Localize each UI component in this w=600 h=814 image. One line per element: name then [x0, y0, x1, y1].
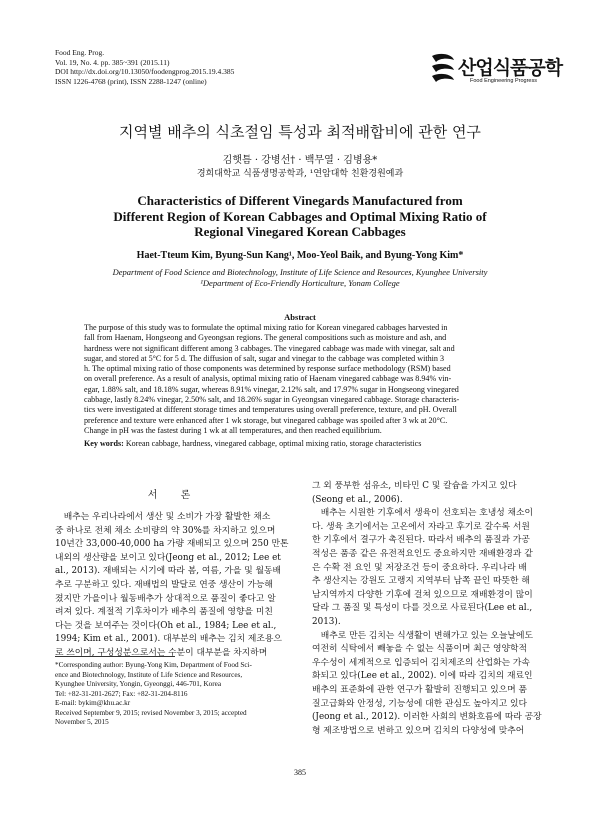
body-line: 여전히 식탁에서 빼놓을 수 없는 식품이며 최근 영양학적: [312, 644, 528, 655]
abstract-heading: Abstract: [284, 312, 316, 322]
body-line: 10년간 33,000-40,000 ha 가량 재배되고 있으며 250 만톤: [55, 539, 289, 550]
body-line: 추 생산지는 강원도 고랭지 지역부터 남쪽 끝인 따뜻한 해: [312, 576, 530, 587]
body-line: 한 기후에서 결구가 촉진된다. 따라서 배추의 품질과 가공: [312, 535, 530, 546]
section-heading: 서 론: [147, 490, 201, 501]
footnote-line: Tel: +82-31-201-2627; Fax: +82-31-204-8116: [55, 689, 188, 698]
english-title: [0, 193, 600, 240]
abstract-line: The purpose of this study was to formulate the optimal mixing ratio for Korean vinegared cabbages harvested in: [84, 323, 448, 332]
footnote-line: ence and Biotechnology, Institute of Life Science and Resources,: [55, 670, 243, 679]
body-line: 중 하나로 전체 채소 소비량의 약 30%를 차지하고 있으며: [55, 525, 276, 536]
journal-metadata: [55, 48, 234, 86]
english-title-line: Different Region of Korean Cabbages and Optimal Mixing Ratio of: [113, 208, 487, 224]
body-line: 우수성이 세계적으로 입증되어 김치제조의 산업화는 가속: [312, 657, 530, 668]
affiliation-line: Department of Food Science and Biotechnology, Institute of Life Science and Resources, Kyunghee University: [112, 267, 488, 277]
abstract-line: h. The optimal mixing ratio of those components was determined by response surface methodology (RSM) based: [84, 364, 451, 374]
journal-logo: [430, 52, 563, 92]
body-line: 배추는 우리나라에서 생산 및 소비가 가장 활발한 채소: [63, 512, 271, 522]
journal-volume: Vol. 19, No. 4. pp. 385~391 (2015.11): [55, 57, 170, 67]
english-title-line: Regional Vinegared Korean Cabbages: [194, 224, 406, 239]
body-line: 배추의 표준화에 관한 연구가 활발히 진행되고 있으며 품: [312, 684, 528, 695]
footnote-line: November 5, 2015: [55, 718, 109, 726]
korean-affiliation: 경희대학교 식품생명공학과, ¹연암대학 친환경원예과: [196, 169, 404, 179]
english-authors: Haet-Tteum Kim, Byung-Sun Kang¹, Moo-Yeol Baik, and Byung-Yong Kim*: [136, 250, 464, 261]
body-line: 적성은 품종 같은 유전적요인도 중요하지만 재배환경과 같: [312, 548, 533, 559]
body-line: 달라 그 품질 및 특성이 다를 것으로 사료된다(Lee et al.,: [312, 603, 533, 614]
abstract-line: on overall preference. As a result of analysis, optimal mixing ratio of Haenam vinegared cabbage was 8.94% vin-: [84, 374, 452, 384]
body-line: (Seong et al., 2006).: [312, 494, 403, 505]
logo-title: 산업식품공학: [458, 57, 563, 79]
body-line: al., 2013). 재배되는 시기에 따라 봄, 여름, 가을 및 월동배: [55, 566, 281, 577]
journal-doi[interactable]: DOI http://dx.doi.org/10.13050/foodengprog.2015.19.4.385: [55, 67, 235, 76]
journal-issn: ISSN 1226-4768 (print), ISSN 2288-1247 (online): [55, 76, 207, 86]
body-line: 려져 있다. 계절적 기후차이가 배추의 품질에 영향을 미친: [55, 607, 273, 618]
corresponding-author-footnote: [55, 661, 295, 728]
body-line: 로 쓰이며, 구성성분으로서는 수분이 대부분을 차지하며: [55, 647, 268, 658]
affiliation-line: ¹Department of Eco-Friendly Horticulture, Yonam College: [200, 278, 400, 288]
abstract-line: tics were investigated at different storage times and temperatures using overall preference, texture, and pH. Overall: [84, 405, 457, 415]
korean-title: 지역별 배추의 식초절임 특성과 최적배합비에 관한 연구: [119, 123, 481, 141]
body-line: 은 수확 전 요인 및 저장조건 등이 중요하다. 우리나라 배: [312, 562, 527, 573]
right-column: [312, 480, 549, 738]
body-line: 다는 것을 보여주는 것이다(Oh et al., 1984; Lee et al.,: [55, 620, 277, 631]
body-line: (Jeong et al., 2012). 이러한 사회의 변화흐름에 따라 공장: [312, 712, 542, 723]
body-line: 내외의 생산량을 보이고 있다(Jeong et al., 2012; Lee et: [55, 552, 281, 563]
body-line: 2013).: [312, 616, 341, 627]
body-line: 그 외 풍부한 섬유소, 비타민 C 및 칼슘을 가지고 있다: [312, 481, 517, 491]
keywords-text: Korean cabbage, hardness, vinegared cabbage, optimal mixing ratio, storage characteristics: [125, 439, 422, 448]
body-line: 졌지만 가을이나 월동배추가 상대적으로 품질이 좋다고 알: [55, 593, 276, 604]
footnote-line: Received September 9, 2015; revised November 3, 2015; accepted: [55, 708, 247, 717]
body-line: 배추로 만든 김치는 식생활이 변해가고 있는 오늘날에도: [320, 630, 534, 641]
left-column: [55, 511, 293, 661]
footnote-line: *Corresponding author: Byung-Yong Kim, Department of Food Sci-: [55, 661, 252, 669]
journal-name: Food Eng. Prog.: [55, 48, 105, 57]
body-line: 형 제조방법으로 변하고 있으며 김치의 다양성에 맞추어: [312, 725, 525, 736]
abstract-line: fall from Haenam, Hongseong and Gyeongsan regions. The general compositions such as moisture and ash, and: [84, 333, 447, 343]
body-line: 다. 생육 초기에서는 고온에서 자라고 후기로 갈수록 서원: [312, 521, 530, 532]
body-line: 1994; Kim et al., 2001). 대부분의 배추는 김치 제조용으: [55, 634, 282, 645]
abstract-body: [84, 323, 520, 436]
abstract-line: preference and texture were enhanced after 1 wk storage, but vinegared cabbage was spoiled after 3 wk at 20°C.: [84, 415, 448, 425]
abstract-line: hardness were not significant different among 3 cabbages. The vinegared cabbage was made with vinegar, salt and: [84, 343, 455, 353]
ribbon-logo-icon: [430, 52, 456, 86]
page-number: 385: [294, 768, 306, 777]
footnote-email[interactable]: E-mail: bykim@khu.ac.kr: [55, 699, 131, 707]
footnote-line: Kyunghee University, Yongin, Gyeonggi, 446-701, Korea: [55, 680, 222, 688]
abstract-line: Change in pH was the fastest during 1 wk at all temperatures, and then reached equilibrium.: [84, 425, 382, 435]
keywords: [84, 439, 520, 448]
korean-authors: 김햇틈 · 강병선† · 백무열 · 김병용*: [222, 155, 378, 166]
body-line: 질고급화와 안정성, 기능성에 대한 관심도 높아지고 있다: [312, 698, 528, 709]
footnote-rule: [55, 656, 175, 657]
body-line: 배추는 시원한 기후에서 생육이 선호되는 호냉성 채소이: [320, 508, 534, 519]
abstract-line: cabbage, lastly 8.24% vinegar, 2.50% salt, and 18.26% sugar in Gyeongsan vinegared cabbage. Storage characteris-: [84, 395, 460, 405]
body-line: 남지역까지 다양한 기후에 걸쳐 있으므로 재배환경이 많이: [312, 589, 533, 600]
english-affiliation: [0, 267, 600, 289]
abstract-line: sugar, and stored at 5°C for 5 d. The diffusion of salt, sugar and vinegar to the cabbage was completed within 3: [84, 353, 444, 363]
english-title-line: Characteristics of Different Vinegards Manufactured from: [137, 193, 463, 208]
body-line: 화되고 있다(Lee et al., 2002). 이에 따라 김치의 재료인: [312, 671, 533, 682]
abstract-line: egar, 1.88% salt, and 18.18% sugar, whereas 8.91% vinegar, 2.12% salt, and 17.97% sugar in Hongseong vinegared: [84, 384, 459, 394]
keywords-label: Key words:: [84, 439, 124, 448]
logo-subtitle: Food Engineering Progress: [470, 78, 537, 84]
body-line: 추로 구분하고 있다. 재배법의 발달로 연중 생산이 가능해: [55, 579, 273, 590]
